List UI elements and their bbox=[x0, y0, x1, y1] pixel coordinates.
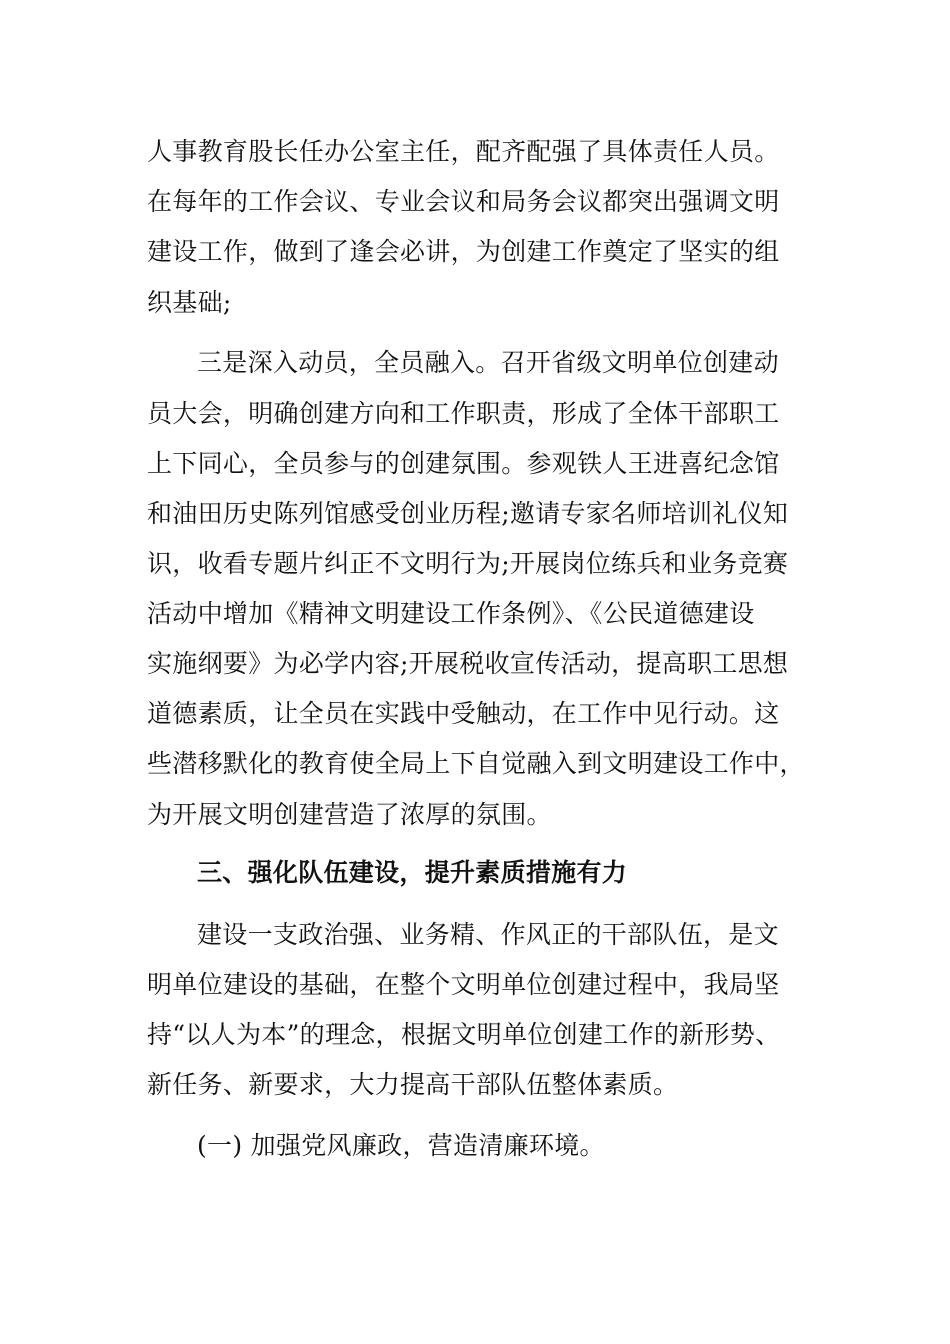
subsection-heading: (一) 加强党风廉政，营造清廉环境。 bbox=[197, 1131, 605, 1160]
text-line: 和油田历史陈列馆感受创业历程;邀请专家名师培训礼仪知 bbox=[147, 499, 789, 528]
text-line: 人事教育股长任办公室主任，配齐配强了具体责任人员。 bbox=[147, 137, 780, 166]
text-line: 上下同心，全员参与的创建氛围。参观铁人王进喜纪念馆 bbox=[147, 449, 780, 478]
text-line: 建设工作，做到了逢会必讲，为创建工作奠定了坚实的组 bbox=[147, 237, 780, 266]
text-line: 活动中增加《精神文明建设工作条例》、《公民道德建设 bbox=[147, 599, 755, 628]
text-line: 在每年的工作会议、专业会议和局务会议都突出强调文明 bbox=[147, 187, 780, 216]
text-line: 明单位建设的基础，在整个文明单位创建过程中，我局坚 bbox=[147, 970, 780, 999]
text-line: 些潜移默化的教育使全局上下自觉融入到文明建设工作中， bbox=[147, 749, 805, 778]
text-line: 织基础; bbox=[147, 288, 232, 317]
section-heading: 三、强化队伍建设，提升素质措施有力 bbox=[197, 858, 628, 887]
text-line: 实施纲要》为必学内容;开展税收宣传活动，提高职工思想 bbox=[147, 649, 789, 678]
text-line: 新任务、新要求，大力提高干部队伍整体素质。 bbox=[147, 1070, 679, 1099]
text-line: 持“以人为本”的理念，根据文明单位创建工作的新形势、 bbox=[147, 1020, 781, 1049]
text-line: 道德素质，让全员在实践中受触动，在工作中见行动。这 bbox=[147, 699, 780, 728]
text-line: 识，收看专题片纠正不文明行为;开展岗位练兵和业务竞赛 bbox=[147, 549, 789, 578]
text-line: 员大会，明确创建方向和工作职责，形成了全体干部职工 bbox=[147, 399, 780, 428]
text-line: 为开展文明创建营造了浓厚的氛围。 bbox=[147, 800, 552, 829]
text-line: 三是深入动员，全员融入。召开省级文明单位创建动 bbox=[197, 348, 779, 377]
text-line: 建设一支政治强、业务精、作风正的干部队伍，是文 bbox=[197, 920, 779, 949]
